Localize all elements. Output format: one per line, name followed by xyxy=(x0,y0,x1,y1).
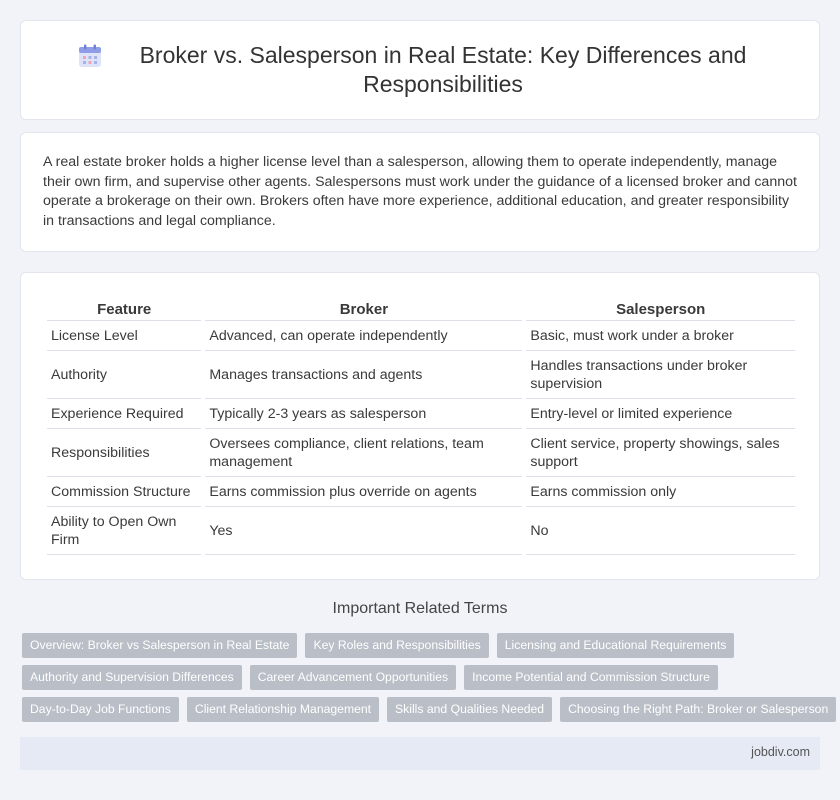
table-row xyxy=(47,351,795,399)
table-cell: Earns commission plus override on agents xyxy=(205,477,522,507)
related-terms-title: Important Related Terms xyxy=(332,600,508,617)
comparison-table xyxy=(43,295,799,555)
table-row xyxy=(47,429,795,477)
related-tag[interactable]: Client Relationship Management xyxy=(187,697,379,722)
table-row xyxy=(47,321,795,351)
related-tag[interactable]: Choosing the Right Path: Broker or Salesperson xyxy=(560,697,836,722)
related-tag[interactable]: Career Advancement Opportunities xyxy=(250,665,456,690)
related-tag[interactable]: Overview: Broker vs Salesperson in Real Estate xyxy=(22,633,297,658)
related-tag[interactable]: Authority and Supervision Differences xyxy=(22,665,242,690)
related-tag[interactable]: Income Potential and Commission Structure xyxy=(464,665,718,690)
table-cell: Yes xyxy=(205,507,522,555)
footer xyxy=(20,737,820,770)
related-tags-row xyxy=(22,633,742,658)
table-cell: Experience Required xyxy=(47,399,201,429)
related-tag[interactable]: Key Roles and Responsibilities xyxy=(305,633,488,658)
related-tag[interactable]: Licensing and Educational Requirements xyxy=(497,633,735,658)
table-cell: Typically 2-3 years as salesperson xyxy=(205,399,522,429)
table-cell: Entry-level or limited experience xyxy=(526,399,795,429)
table-header-broker: Broker xyxy=(205,295,522,321)
table-cell: Manages transactions and agents xyxy=(205,351,522,399)
intro-card xyxy=(20,132,820,252)
table-cell: License Level xyxy=(47,321,201,351)
related-tag[interactable]: Skills and Qualities Needed xyxy=(387,697,552,722)
table-cell: No xyxy=(526,507,795,555)
intro-paragraph: A real estate broker holds a higher license level than a salesperson, allowing them to operate independently, manage their own firm, and supervise other agents. Salespersons must work under the guidance of a licensed broker and cannot operate a brokerage on their own. Brokers often have more experience, additional education, and greater responsibility in transactions and legal compliance. xyxy=(43,154,797,229)
table-cell: Authority xyxy=(47,351,201,399)
related-tags-row xyxy=(22,697,840,722)
table-cell: Handles transactions under broker supervision xyxy=(526,351,795,399)
related-tags-row xyxy=(22,665,726,690)
calendar-icon xyxy=(77,43,103,69)
header-card xyxy=(20,20,820,120)
related-tag[interactable]: Day-to-Day Job Functions xyxy=(22,697,179,722)
page-title: Broker vs. Salesperson in Real Estate: Key Differences and Responsibilities xyxy=(139,42,747,97)
table-cell: Basic, must work under a broker xyxy=(526,321,795,351)
table-header-salesperson: Salesperson xyxy=(526,295,795,321)
table-row xyxy=(47,399,795,429)
table-cell: Responsibilities xyxy=(47,429,201,477)
table-row xyxy=(47,507,795,555)
table-row xyxy=(47,477,795,507)
table-cell: Earns commission only xyxy=(526,477,795,507)
table-header-feature: Feature xyxy=(47,295,201,321)
table-cell: Client service, property showings, sales support xyxy=(526,429,795,477)
table-cell: Oversees compliance, client relations, team management xyxy=(205,429,522,477)
table-cell: Ability to Open Own Firm xyxy=(47,507,201,555)
table-cell: Advanced, can operate independently xyxy=(205,321,522,351)
table-cell: Commission Structure xyxy=(47,477,201,507)
footer-site-link[interactable]: jobdiv.com xyxy=(751,745,810,759)
comparison-table-card xyxy=(20,272,820,580)
